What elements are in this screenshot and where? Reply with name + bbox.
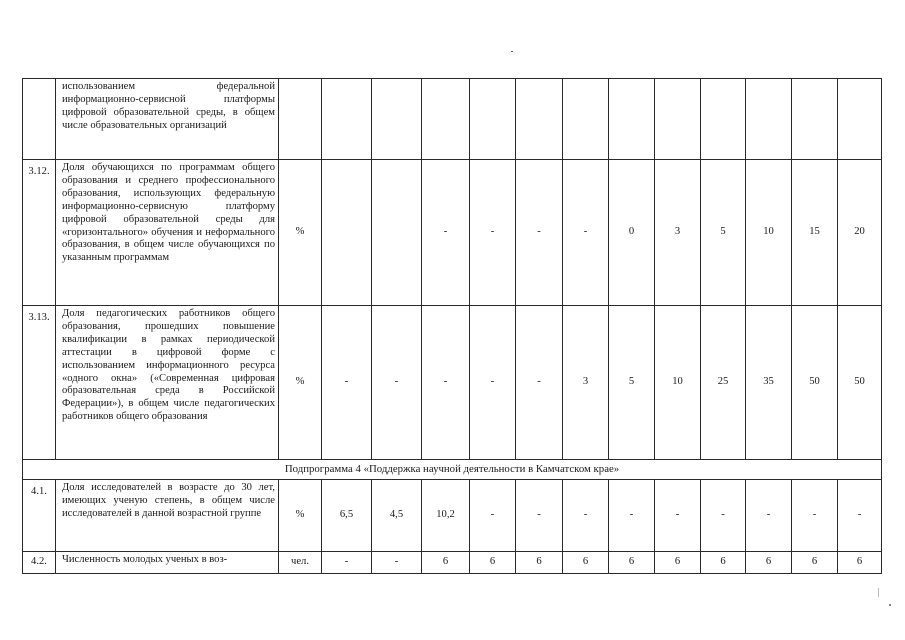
value-cell: 6 <box>792 552 838 574</box>
value-cell: 6 <box>609 552 655 574</box>
value-cell: - <box>655 480 701 552</box>
value-cell: 6 <box>655 552 701 574</box>
value-cell: 25 <box>701 306 746 460</box>
scan-mark <box>511 51 513 52</box>
value-cell <box>470 79 516 160</box>
value-cell <box>422 79 470 160</box>
subprogram-title: Подпрограмма 4 «Поддержка научной деятельности в Камчатском крае» <box>23 460 882 480</box>
value-cell <box>655 79 701 160</box>
value-cell: 35 <box>746 306 792 460</box>
value-cell: 6 <box>516 552 563 574</box>
table-row <box>23 79 882 160</box>
value-cell: 10,2 <box>422 480 470 552</box>
unit-cell <box>279 79 322 160</box>
value-cell <box>516 79 563 160</box>
value-cell <box>701 79 746 160</box>
value-cell: - <box>563 480 609 552</box>
indicators-table <box>22 78 882 574</box>
value-cell: 50 <box>838 306 882 460</box>
value-cell <box>372 79 422 160</box>
table-row <box>23 306 882 460</box>
value-cell <box>322 79 372 160</box>
value-cell: - <box>516 480 563 552</box>
value-cell: - <box>516 160 563 306</box>
value-cell: 4,5 <box>372 480 422 552</box>
row-number: 3.13. <box>23 306 56 460</box>
row-number: 3.12. <box>23 160 56 306</box>
value-cell: - <box>470 480 516 552</box>
unit-cell: % <box>279 306 322 460</box>
value-cell: 10 <box>655 306 701 460</box>
value-cell: 3 <box>563 306 609 460</box>
value-cell: 10 <box>746 160 792 306</box>
value-cell: - <box>322 552 372 574</box>
indicator-name: использованием федеральной информационно-сервисной платформы цифровой образовательной среды, в общем числе образовательных организаций <box>56 79 279 160</box>
value-cell: 6 <box>470 552 516 574</box>
value-cell: 15 <box>792 160 838 306</box>
value-cell: 20 <box>838 160 882 306</box>
value-cell: - <box>838 480 882 552</box>
subprogram-row <box>23 460 882 480</box>
scan-mark <box>878 588 879 597</box>
value-cell: - <box>422 306 470 460</box>
scan-mark <box>889 604 891 606</box>
value-cell <box>746 79 792 160</box>
value-cell: - <box>422 160 470 306</box>
unit-cell: % <box>279 480 322 552</box>
table-row <box>23 480 882 552</box>
value-cell <box>372 160 422 306</box>
value-cell: 6 <box>563 552 609 574</box>
value-cell: 6 <box>746 552 792 574</box>
value-cell: 6 <box>422 552 470 574</box>
value-cell: 6,5 <box>322 480 372 552</box>
value-cell <box>322 160 372 306</box>
value-cell: - <box>563 160 609 306</box>
value-cell: 0 <box>609 160 655 306</box>
indicator-name: Доля обучающихся по программам общего образования и среднего профессионального образования, использующих федеральную информационно-сервисную платформу цифровой образовательной среды для «горизонтального» обучения и неформального образования, в общем числе обучающихся по указанным программам <box>56 160 279 306</box>
value-cell: - <box>372 306 422 460</box>
value-cell: 5 <box>609 306 655 460</box>
value-cell <box>838 79 882 160</box>
indicator-name: Доля исследователей в возрасте до 30 лет, имеющих ученую степень, в общем числе исследователей в данной возрастной группе <box>56 480 279 552</box>
value-cell <box>609 79 655 160</box>
indicator-name: Доля педагогических работников общего образования, прошедших повышение квалификации в рамках периодической аттестации в цифровой форме с использованием информационного ресурса «одного окна» («Современная цифровая образовательная среда в Российской Федерации»), в общем числе педагогических работников общего образования <box>56 306 279 460</box>
value-cell: 5 <box>701 160 746 306</box>
row-number: 4.1. <box>23 480 56 552</box>
table-row <box>23 552 882 574</box>
value-cell: - <box>792 480 838 552</box>
value-cell <box>563 79 609 160</box>
value-cell: - <box>609 480 655 552</box>
value-cell <box>792 79 838 160</box>
value-cell: - <box>372 552 422 574</box>
table-row <box>23 160 882 306</box>
value-cell: - <box>701 480 746 552</box>
value-cell: - <box>322 306 372 460</box>
unit-cell: % <box>279 160 322 306</box>
row-number <box>23 79 56 160</box>
value-cell: - <box>516 306 563 460</box>
value-cell: 50 <box>792 306 838 460</box>
unit-cell: чел. <box>279 552 322 574</box>
value-cell: - <box>746 480 792 552</box>
value-cell: 6 <box>701 552 746 574</box>
indicator-name: Численность молодых ученых в воз- <box>56 552 279 574</box>
value-cell: - <box>470 306 516 460</box>
row-number: 4.2. <box>23 552 56 574</box>
value-cell: 3 <box>655 160 701 306</box>
value-cell: 6 <box>838 552 882 574</box>
value-cell: - <box>470 160 516 306</box>
